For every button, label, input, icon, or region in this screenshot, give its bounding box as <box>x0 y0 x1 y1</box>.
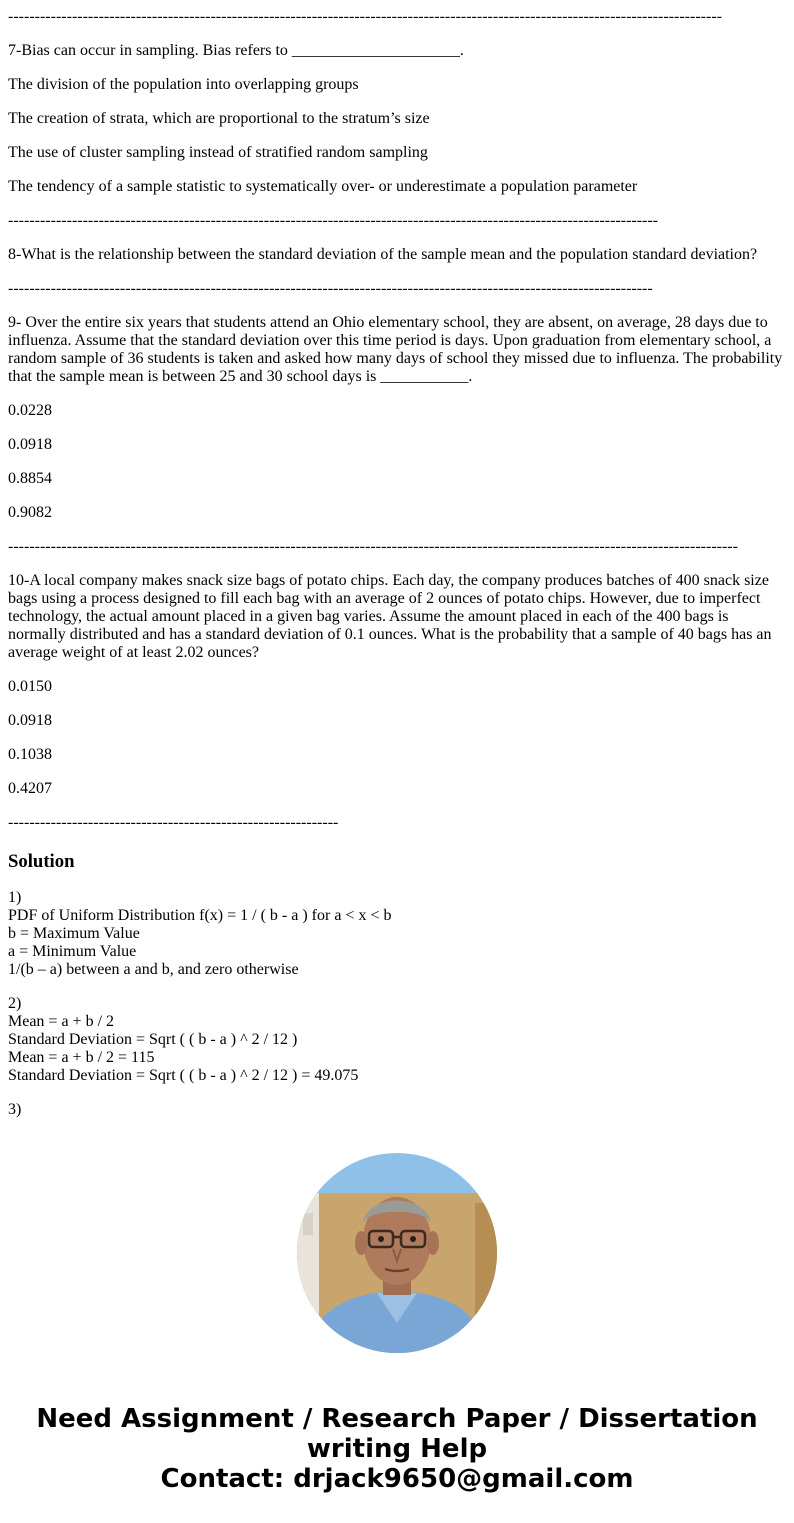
solution-part-3 <box>8 1101 786 1119</box>
solution-line: a = Minimum Value <box>8 943 137 960</box>
separator: ----------------------------------------------------------------------------------------------------------------------------------------- <box>8 538 738 555</box>
separator: -------------------------------------------------------------------------------------------------------------------------- <box>8 212 659 229</box>
question-10: 10-A local company makes snack size bags of potato chips. Each day, the company produces batches of 400 snack size bags using a process designed to fill each bag with an average of 2 ounces of potato chips. However, due to imperfect technology, the actual amount placed in a given bag varies. Assume the amount placed in each of the 400 bags is normally distributed and has a standard deviation of 0.1 ounces. What is the probability that a sample of 40 bags has an average weight of at least 2.02 ounces? <box>8 572 772 661</box>
q10-option-4: 0.4207 <box>8 780 52 797</box>
q7-option-1: The division of the population into overlapping groups <box>8 76 359 93</box>
solution-part-label: 2) <box>8 995 22 1012</box>
question-8: 8-What is the relationship between the standard deviation of the sample mean and the population standard deviation? <box>8 246 758 263</box>
solution-line: Mean = a + b / 2 <box>8 1013 115 1030</box>
question-7: 7-Bias can occur in sampling. Bias refers to _____________________. <box>8 42 464 59</box>
solution-part-label: 3) <box>8 1101 22 1118</box>
solution-line: Mean = a + b / 2 = 115 <box>8 1049 155 1066</box>
q9-option-1: 0.0228 <box>8 402 52 419</box>
person-portrait-icon <box>297 1153 497 1353</box>
solution-line: Standard Deviation = Sqrt ( ( b - a ) ^ 2 / 12 ) <box>8 1031 298 1048</box>
promo-line-2: writing Help <box>306 1434 488 1464</box>
solution-line: PDF of Uniform Distribution f(x) = 1 / ( b - a ) for a < x < b <box>8 907 392 924</box>
q7-option-3: The use of cluster sampling instead of stratified random sampling <box>8 144 428 161</box>
promo-line-1: Need Assignment / Research Paper / Dissertation <box>36 1404 758 1434</box>
promo-contact: Contact: drjack9650@gmail.com <box>160 1464 634 1494</box>
separator: ------------------------------------------------------------------------------------------------------------------------- <box>8 280 653 297</box>
q10-option-2: 0.0918 <box>8 712 52 729</box>
solution-line: b = Maximum Value <box>8 925 140 942</box>
promo-banner <box>0 1404 794 1494</box>
separator: -------------------------------------------------------------------------------------------------------------------------------------- <box>8 8 722 25</box>
solution-part-label: 1) <box>8 889 22 906</box>
q9-option-2: 0.0918 <box>8 436 52 453</box>
solution-part-1 <box>8 889 786 979</box>
solution-line: Standard Deviation = Sqrt ( ( b - a ) ^ 2 / 12 ) = 49.075 <box>8 1067 359 1084</box>
question-9: 9- Over the entire six years that students attend an Ohio elementary school, they are absent, on average, 28 days due to influenza. Assume that the standard deviation over this time period is days. Upon graduation from elementary school, a random sample of 36 students is taken and asked how many days of school they missed due to influenza. The probability that the sample mean is between 25 and 30 school days is ___________. <box>8 314 783 385</box>
separator: -------------------------------------------------------------- <box>8 814 339 831</box>
solution-part-2 <box>8 995 786 1085</box>
q9-option-3: 0.8854 <box>8 470 52 487</box>
q7-option-2: The creation of strata, which are proportional to the stratum’s size <box>8 110 430 127</box>
q7-option-4: The tendency of a sample statistic to systematically over- or underestimate a population parameter <box>8 178 638 195</box>
solution-heading: Solution <box>8 851 75 872</box>
q9-option-4: 0.9082 <box>8 504 52 521</box>
solution-line: 1/(b – a) between a and b, and zero otherwise <box>8 961 299 978</box>
author-photo <box>297 1153 497 1353</box>
q10-option-3: 0.1038 <box>8 746 52 763</box>
q10-option-1: 0.0150 <box>8 678 52 695</box>
